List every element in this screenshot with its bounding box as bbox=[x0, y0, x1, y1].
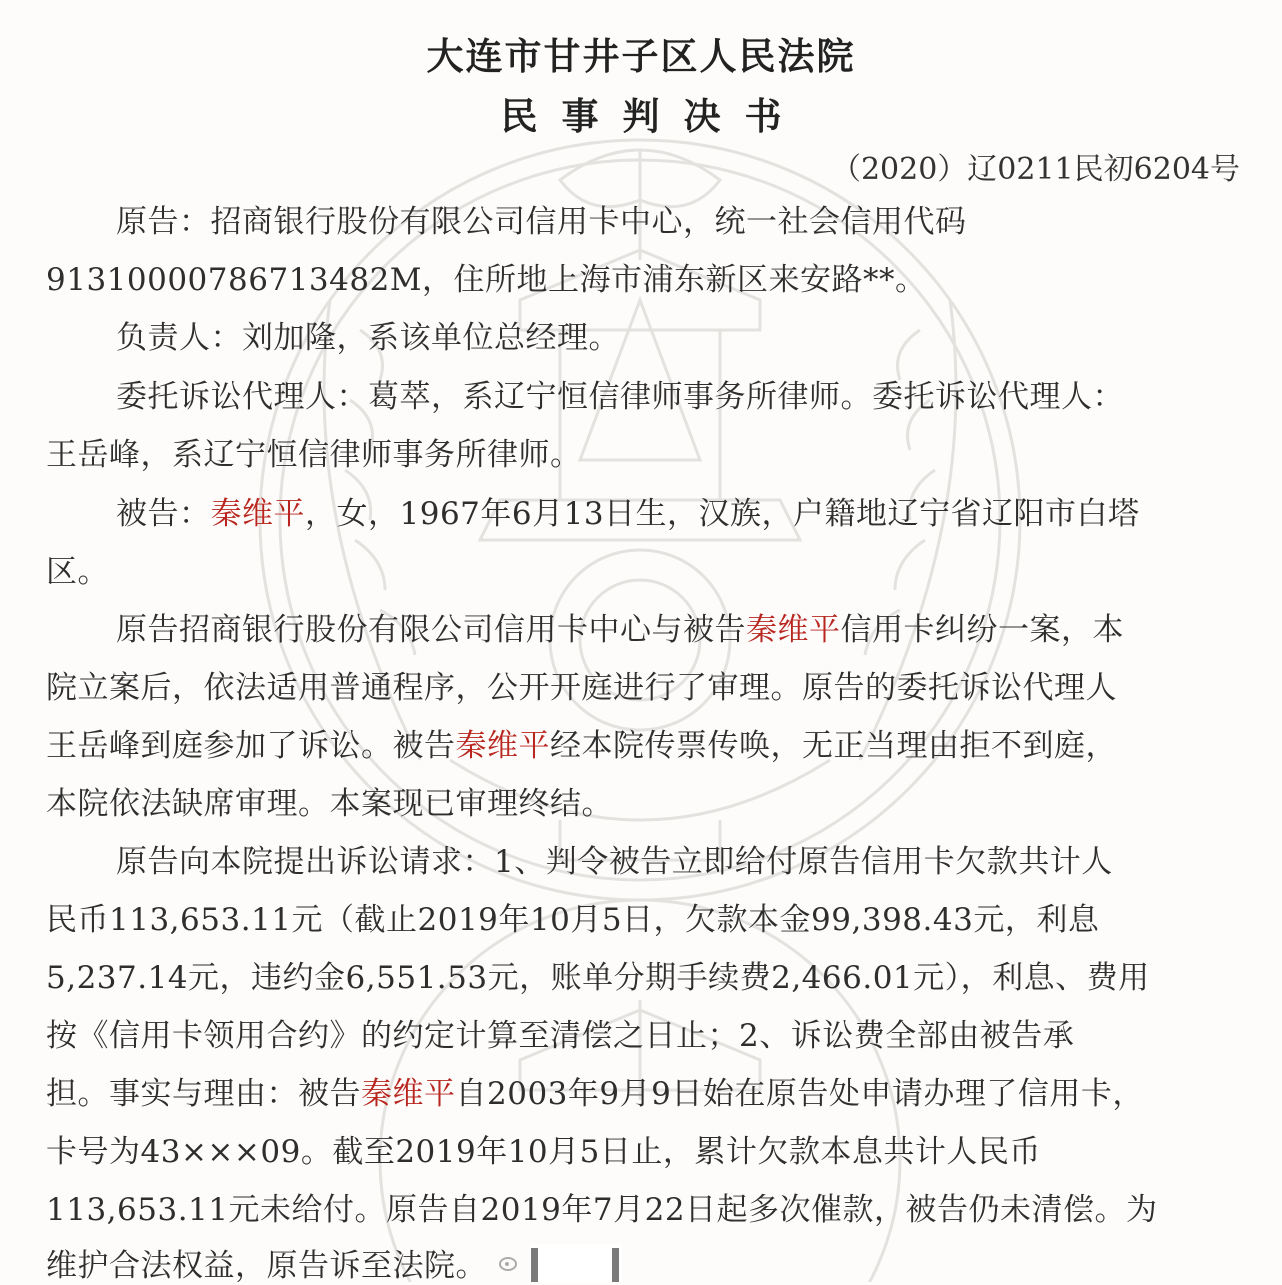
intro-defendant-name: 秦维平 bbox=[746, 612, 841, 648]
claims-defendant-name: 秦维平 bbox=[361, 1076, 456, 1112]
defendant-line-1 bbox=[116, 495, 1140, 533]
case-number: （2020）辽0211民初6204号 bbox=[830, 152, 1240, 187]
intro-line-2: 院立案后，依法适用普通程序，公开开庭进行了审理。原告的委托诉讼代理人 bbox=[46, 670, 1117, 706]
claims-line-3: 5,237.14元，违约金6,551.53元，账单分期手续费2,466.01元），利息、费用 bbox=[46, 960, 1150, 996]
claims-line-2: 民币113,653.11元（截止2019年10月5日，欠款本金99,398.43元，利息 bbox=[46, 902, 1100, 938]
claims-line-4: 按《信用卡领用合约》的约定计算至清偿之日止；2、诉讼费全部由被告承 bbox=[46, 1018, 1075, 1054]
claims-text-a: 担。事实与理由：被告 bbox=[46, 1076, 361, 1112]
intro-text-b: 信用卡纠纷一案，本 bbox=[840, 612, 1124, 648]
defendant-name: 秦维平 bbox=[210, 496, 305, 532]
intro-line-3 bbox=[46, 727, 1117, 765]
redaction-box bbox=[530, 1244, 622, 1282]
intro-defendant-name-2: 秦维平 bbox=[455, 728, 550, 764]
agent-line-2: 王岳峰，系辽宁恒信律师事务所律师。 bbox=[46, 437, 582, 473]
weibo-icon bbox=[498, 1251, 520, 1273]
defendant-line-2: 区。 bbox=[46, 554, 109, 590]
claims-text-b: 自2003年9月9日始在原告处申请办理了信用卡， bbox=[455, 1076, 1144, 1112]
claims-line-5 bbox=[46, 1075, 1144, 1113]
intro-text-c: 王岳峰到庭参加了诉讼。被告 bbox=[46, 728, 456, 764]
claims-line-8: 维护合法权益，原告诉至法院。 bbox=[46, 1248, 487, 1284]
claims-line-1: 原告向本院提出诉讼请求：1、判令被告立即给付原告信用卡欠款共计人 bbox=[116, 844, 1113, 880]
plaintiff-line-1: 原告：招商银行股份有限公司信用卡中心，统一社会信用代码 bbox=[116, 204, 967, 240]
court-name: 大连市甘井子区人民法院 bbox=[426, 35, 856, 78]
responsible-person: 负责人：刘加隆，系该单位总经理。 bbox=[116, 320, 620, 356]
document-type: 民事判决书 bbox=[500, 95, 806, 138]
agent-line-1: 委托诉讼代理人：葛萃，系辽宁恒信律师事务所律师。委托诉讼代理人： bbox=[116, 379, 1124, 415]
intro-line-1 bbox=[116, 611, 1124, 649]
claims-line-7: 113,653.11元未给付。原告自2019年7月22日起多次催款，被告仍未清偿。为 bbox=[46, 1192, 1158, 1228]
intro-text-a: 原告招商银行股份有限公司信用卡中心与被告 bbox=[116, 612, 746, 648]
intro-text-d: 经本院传票传唤，无正当理由拒不到庭， bbox=[550, 728, 1117, 764]
redaction-bar-right bbox=[612, 1248, 619, 1282]
intro-line-4: 本院依法缺席审理。本案现已审理终结。 bbox=[46, 786, 613, 822]
defendant-details: ，女，1967年6月13日生，汉族，户籍地辽宁省辽阳市白塔 bbox=[305, 496, 1140, 532]
plaintiff-line-2: 91310000786713482M，住所地上海市浦东新区来安路**。 bbox=[46, 262, 927, 298]
redaction-bar-left bbox=[531, 1248, 538, 1282]
claims-line-6: 卡号为43×××09。截至2019年10月5日止，累计欠款本息共计人民币 bbox=[46, 1134, 1041, 1170]
defendant-prefix: 被告： bbox=[116, 496, 211, 532]
